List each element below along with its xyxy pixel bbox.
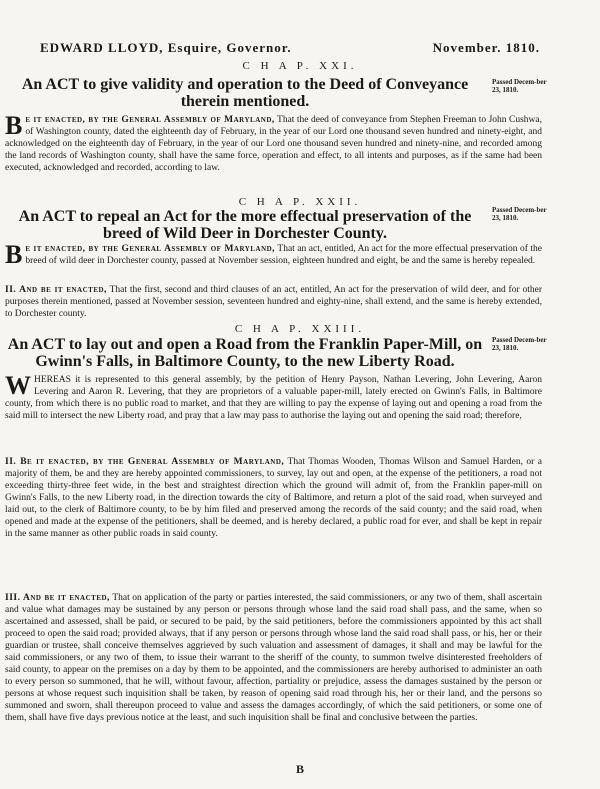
drop-cap: W: [5, 371, 31, 400]
section-lead: III. And be it enacted,: [5, 593, 110, 603]
paragraph-text: That Thomas Wooden, Thomas Wilson and Samuel Harden, or a majority of them, be and they are hereby appointed commissioners, to survey, lay out and open, at the expense of the petitioners, a road not exceeding thirty-three feet wide, in the best and straightest direction which the ground will admit of, from the Franklin paper-mill on Gwinn's Falls, to the new Liberty road, in the direction towards the city of Baltimore, and return a plot of the said road, when surveyed and laid out, to the clerk of Baltimore county, to be by him filed and preserved among the records of the said county; and the said road, when opened and made at the expense of the petitioners, shall be deemed, and is hereby declared, a public road for ever, and shall be kept in repair in the same manner as other public roads in said county.: [5, 457, 542, 539]
running-head-date: November. 1810.: [432, 40, 540, 55]
act-paragraph: [5, 111, 542, 174]
act-paragraph: [5, 240, 542, 269]
paragraph-text: That on application of the party or parties interested, the said commissioners, or any two of them, shall ascertain and value what damages may be sustained by any person or persons through whose land the said road shall pass, and the same, when so ascertained and assessed, shall be paid, or secured to be paid, by the said petitioners, before the commissioners appointed by this act shall proceed to open the said road; provided always, that if any person or persons through whose land the said road shall pass, or his, her or their guardian or trustee, shall conceive themselves aggrieved by such valuation and assessment of damages, it shall and may be lawful for the said commissioners, or any two of them, to issue their warrant to the sheriff of the county, to summon twelve disinterested freeholders of said county, to appear on the premises on a day by them to be appointed, and the commissioners are hereby authorised to administer an oath to every person so summoned, that he will, without favour, affection, partiality or prejudice, assess the damages sustained by the person or persons at whose request such inquisition shall be taken, by reason of opening said road through his, her or their land, and the persons so summoned and sworn, shall thereupon proceed to value and assess the damages accordingly, of which the said petitioners, or some one of them, shall have five days previous notice at the least, and such inquisition shall be final and conclusive between the parties.: [5, 593, 542, 723]
paragraph-text: That the deed of conveyance from Stephen Freeman to John Cushwa, of Washington county, dated the eighteenth day of February, in the year of our Lord one thousand seven hundred and ninety-eight, and acknowledged on the eighteenth day of February, in the year of our Lord one thousand seven hundred and ninety-nine, and recorded among the land records of Washington county, shall have the same force, operation and effect, to all intents and purposes, as if the same had been executed, acknowledged and recorded, according to law.: [5, 115, 542, 173]
act-paragraph: [5, 284, 542, 320]
chapter-heading: C H A P. XXI.: [242, 60, 358, 72]
passed-note: Passed Decem-ber 23, 1810.: [492, 336, 547, 352]
signature-mark: B: [295, 762, 304, 776]
act-title: An ACT to lay out and open a Road from the Franklin Paper-Mill, on Gwinn's Falls, in Baltimore County, to the new Liberty Road.: [7, 336, 483, 370]
passed-note: Passed Decem-ber 23, 1810.: [492, 206, 547, 222]
paragraph-text: That the first, second and third clauses of an act, entitled, An act for the preservation of wild deer, and for other purposes therein mentioned, passed at November session, seventeen hundred and eighty-nine, shall extend, and the same is hereby extended, to Dorchester county.: [5, 285, 542, 319]
section-lead: II. And be it enacted,: [5, 285, 107, 295]
running-header: [40, 40, 540, 56]
enacting-clause: II. Be it enacted, by the General Assembly of Maryland,: [5, 457, 285, 467]
paragraph-text: That an act, entitled, An act for the more effectual preservation of the breed of wild deer in Dorchester county, passed at November session, eighteen hundred and eight, be and the same is hereby repealed.: [25, 244, 542, 266]
passed-note: Passed Decem-ber 23, 1810.: [492, 78, 547, 94]
paragraph-text: HEREAS it is represented to this general assembly, by the petition of Henry Payson, Nathan Levering, John Levering, Aaron Levering and Aaron R. Levering, that they are proprietors of a valuable paper-mill, lately erected on Gwinn's Falls, in Baltimore county, from which there is no public road to market, and that they are willing to pay the expense of laying out and opening a road from the said mill to intersect the new Liberty road, and pray that a law may pass to authorise the laying out and opening the said road; therefore,: [5, 375, 542, 421]
chapter-heading: C H A P. XXII.: [238, 196, 362, 208]
act-title: An ACT to repeal an Act for the more effectual preservation of the breed of Wild Deer in Dorchester County.: [18, 208, 472, 242]
drop-cap: B: [5, 240, 23, 269]
act-paragraph: [5, 456, 542, 540]
enacting-clause: e it enacted, by the General Assembly of Maryland,: [25, 244, 276, 254]
act-title: An ACT to give validity and operation to the Deed of Conveyance therein mentioned.: [21, 76, 469, 110]
act-paragraph: [5, 592, 542, 724]
enacting-clause: e it enacted, by the General Assembly of Maryland,: [25, 115, 275, 125]
drop-cap: B: [5, 111, 23, 140]
act-paragraph: [5, 371, 542, 422]
chapter-heading: C H A P. XXIII.: [234, 323, 366, 335]
running-head-title: EDWARD LLOYD, Esquire, Governor.: [40, 40, 292, 55]
